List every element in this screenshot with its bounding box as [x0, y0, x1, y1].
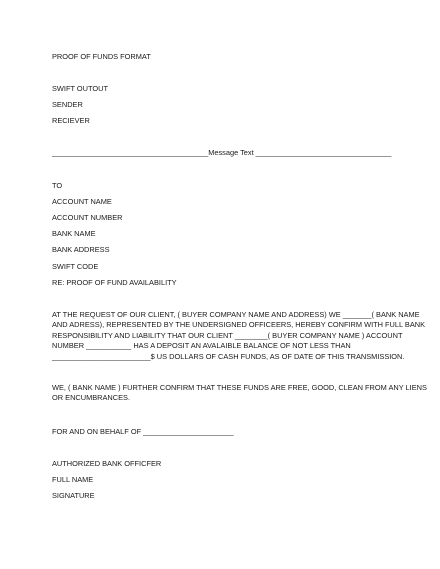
paragraph-line: NUMBER ___________ HAS A DEPOSIT AN AVALAIBLE BALANCE OF NOT LESS THAN — [52, 341, 351, 351]
bank-name-label: BANK NAME — [52, 229, 96, 238]
confirmation-paragraph — [52, 310, 426, 362]
message-text-line: ______________________________________Message Text _________________________________ — [52, 148, 392, 157]
swift-code-label: SWIFT CODE — [52, 262, 99, 271]
paragraph-line: AND ADRESS), REPRESENTED BY THE UNDERSIGNED OFFICEERS, HEREBY CONFIRM WITH FULL BANK — [52, 320, 426, 330]
paragraph-line: WE, ( BANK NAME ) FURTHER CONFIRM THAT THESE FUNDS ARE FREE, GOOD, CLEAN FROM ANY LIENS — [52, 383, 427, 392]
sender-label: SENDER — [52, 100, 83, 109]
to-label: TO — [52, 181, 63, 190]
paragraph-line: OR ENCUMBRANCES. — [52, 393, 131, 403]
liens-paragraph — [52, 383, 427, 404]
authorized-officer-label: AUTHORIZED BANK OFFICFER — [52, 459, 162, 468]
swift-output-label: SWIFT OUTOUT — [52, 84, 108, 93]
paragraph-line: ________________________$ US DOLLARS OF CASH FUNDS, AS OF DATE OF THIS TRANSMISSION. — [52, 351, 405, 361]
account-name-label: ACCOUNT NAME — [52, 197, 112, 206]
bank-address-label: BANK ADDRESS — [52, 245, 110, 254]
full-name-label: FULL NAME — [52, 475, 94, 484]
document-title: PROOF OF FUNDS FORMAT — [52, 52, 151, 61]
paragraph-line: RESPONSIBILITY AND LIABILITY THAT OUR CLIENT ________( BUYER COMPANY NAME ) ACCOUNT — [52, 330, 403, 340]
subject-line: RE: PROOF OF FUND AVAILABILITY — [52, 278, 177, 287]
receiver-label: RECIEVER — [52, 116, 90, 125]
paragraph-line: AT THE REQUEST OF OUR CLIENT, ( BUYER COMPANY NAME AND ADDRESS) WE _______( BANK NAME — [52, 310, 420, 319]
on-behalf-line: FOR AND ON BEHALF OF ______________________ — [52, 427, 234, 436]
signature-label: SIGNATURE — [52, 491, 95, 500]
account-number-label: ACCOUNT NUMBER — [52, 213, 123, 222]
